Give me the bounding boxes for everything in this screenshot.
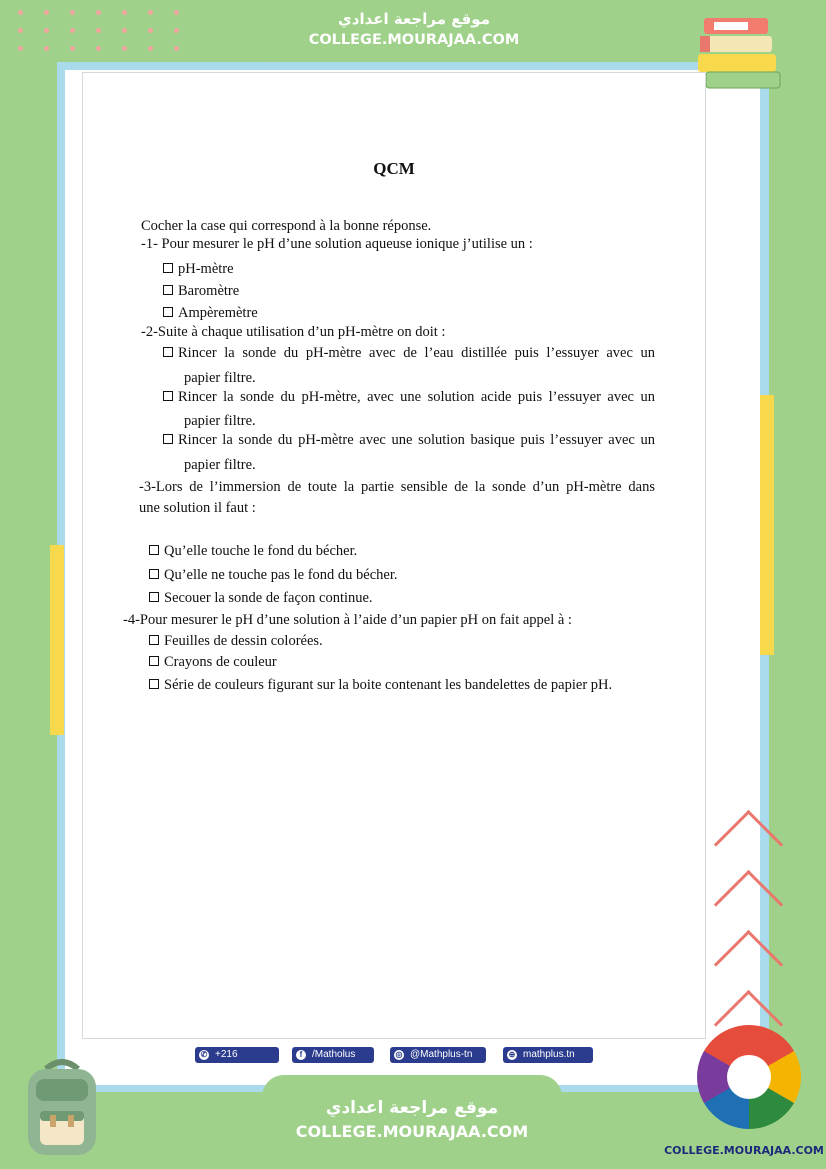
q3-option-1[interactable]: Qu’elle touche le fond du bécher. [149,543,357,560]
yellow-accent-left [50,545,64,735]
question-4: -4-Pour mesurer le pH d’une solution à l’aide d’un papier pH on fait appel à : [123,612,572,628]
q2-option-1[interactable]: Rincer la sonde du pH-mètre avec de l’eau distillée puis l’essuyer avec un [163,345,655,362]
social-web[interactable]: ⊕ mathplus.tn [503,1047,593,1063]
checkbox[interactable] [163,347,173,357]
backpack-icon [16,1055,108,1160]
q4-option-2[interactable]: Crayons de couleur [149,654,277,671]
checkbox[interactable] [149,635,159,645]
question-1: -1- Pour mesurer le pH d’une solution aqueuse ionique j’utilise un : [141,236,533,252]
q2-option-2-cont: papier filtre. [184,413,256,429]
social-facebook[interactable]: f /Matholus [292,1047,374,1063]
qcm-document [83,73,705,1038]
school-logo-icon [697,1025,801,1129]
q2-option-3[interactable]: Rincer la sonde du pH-mètre avec une solution basique puis l’essuyer avec un [163,432,655,449]
footer-site-arabic: موقع مراجعة اعدادي [325,1098,499,1118]
question-3-cont: une solution il faut : [139,500,256,516]
q3-option-3[interactable]: Secouer la sonde de façon continue. [149,590,373,607]
q2-option-3-cont: papier filtre. [184,457,256,473]
instruction: Cocher la case qui correspond à la bonne réponse. [141,218,432,234]
header-site-arabic: موقع مراجعة اعدادي [338,10,490,28]
header-site-name[interactable] [264,9,564,51]
checkbox[interactable] [163,263,173,273]
q4-option-1[interactable]: Feuilles de dessin colorées. [149,633,323,650]
books-icon [696,14,786,92]
checkbox[interactable] [163,307,173,317]
checkbox[interactable] [149,656,159,666]
question-2: -2-Suite à chaque utilisation d’un pH-mètre on doit : [141,324,446,340]
q1-option-1[interactable]: pH-mètre [163,261,234,278]
checkbox[interactable] [163,285,173,295]
footer-site-url: COLLEGE.MOURAJAA.COM [295,1122,529,1141]
checkbox[interactable] [149,679,159,689]
q2-option-1-cont: papier filtre. [184,370,256,386]
decorative-dots [18,10,218,60]
document-title: QCM [373,159,415,178]
instagram-icon: ◎ [395,1050,403,1059]
social-phone[interactable]: ✆ +216 52061249 [195,1047,279,1063]
header-site-url: COLLEGE.MOURAJAA.COM [308,32,520,48]
checkbox[interactable] [149,592,159,602]
footer-logo-text[interactable]: COLLEGE.MOURAJAA.COM [664,1144,824,1157]
social-instagram[interactable]: ◎ @Mathplus-tn [390,1047,486,1063]
facebook-icon: f [296,1050,306,1060]
question-3: -3-Lors de l’immersion de toute la partie sensible de la sonde d’un pH-mètre dans [139,479,655,495]
yellow-accent-right [760,395,774,655]
document-page [82,72,706,1039]
checkbox[interactable] [163,391,173,401]
phone-icon: ✆ [200,1050,208,1059]
q3-option-2[interactable]: Qu’elle ne touche pas le fond du bécher. [149,567,398,584]
q4-option-3[interactable]: Série de couleurs figurant sur la boite contenant les bandelettes de papier pH. [149,677,612,694]
q1-option-3[interactable]: Ampèremètre [163,305,258,322]
q1-option-2[interactable]: Baromètre [163,283,239,300]
checkbox[interactable] [149,545,159,555]
footer-site-name[interactable] [262,1096,562,1144]
checkbox[interactable] [163,434,173,444]
checkbox[interactable] [149,569,159,579]
q2-option-2[interactable]: Rincer la sonde du pH-mètre, avec une solution acide puis l’essuyer avec un [163,389,655,406]
globe-icon: ⊕ [508,1050,516,1059]
